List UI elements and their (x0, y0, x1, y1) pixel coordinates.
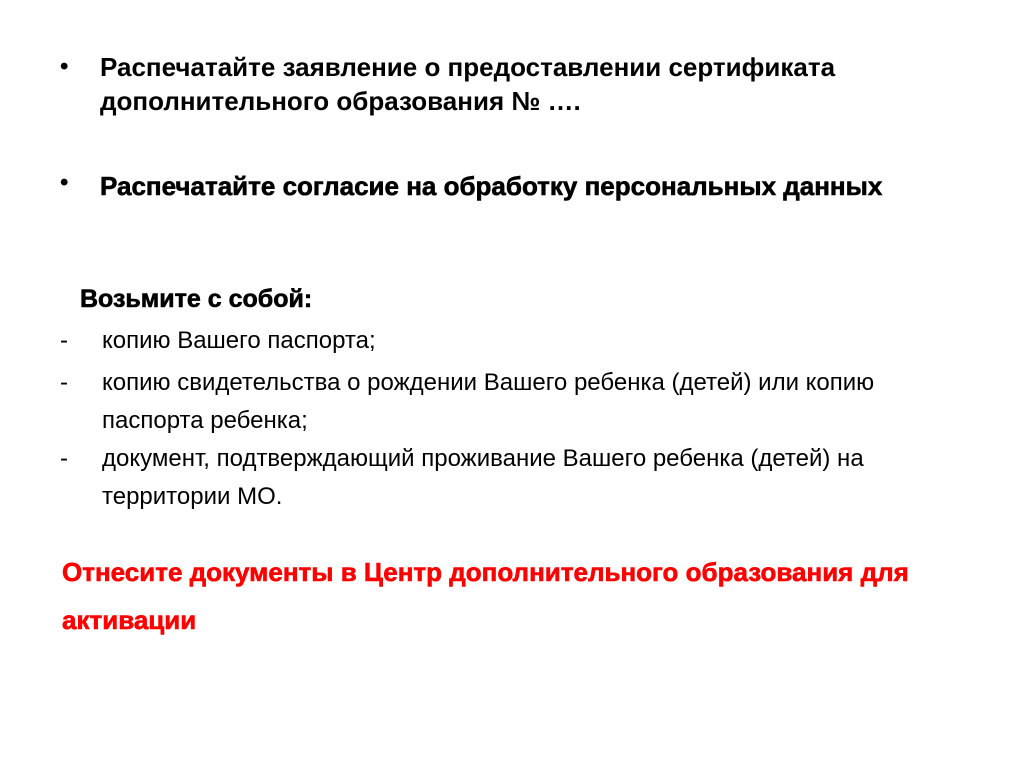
bring-item-text: копию Вашего паспорта; (102, 327, 376, 354)
bring-item-birth-certificate (60, 364, 982, 440)
bullet-icon: • (60, 53, 69, 80)
call-to-action: Отнесите документы в Центр дополнительного образования для активации (62, 557, 909, 635)
step-text: Распечатайте согласие на обработку персональных данных (100, 171, 883, 201)
dash-icon: - (60, 369, 68, 396)
step-text: Распечатайте заявление о предоставлении сертификата дополнительного образования № …. (100, 52, 836, 116)
dash-icon: - (60, 445, 68, 472)
bring-heading: Возьмите с собой: (80, 285, 313, 313)
bring-item-residence-document (60, 440, 982, 516)
bring-item-text: копию свидетельства о рождении Вашего ребенка (детей) или копию паспорта ребенка; (102, 369, 875, 434)
step-print-consent (60, 166, 960, 206)
bullet-icon: • (60, 169, 69, 196)
dash-icon: - (60, 327, 68, 354)
bring-item-passport (60, 322, 982, 360)
bring-item-text: документ, подтверждающий проживание Вашего ребенка (детей) на территории МО. (102, 445, 864, 510)
step-print-application (60, 50, 960, 118)
